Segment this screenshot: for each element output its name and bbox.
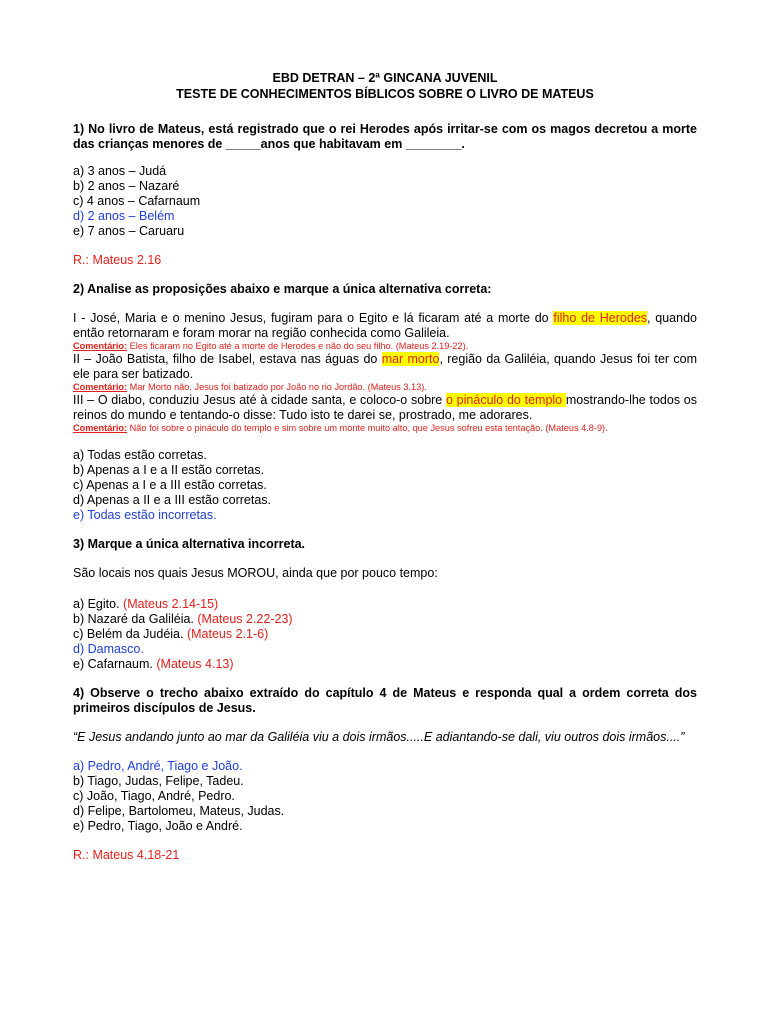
q1-option-d: d) 2 anos – Belém	[73, 209, 175, 223]
comment-label: Comentário:	[73, 382, 128, 392]
q3-option-c	[73, 627, 697, 642]
header-line-2: TESTE DE CONHECIMENTOS BÍBLICOS SOBRE O LIVRO DE MATEUS	[176, 87, 594, 101]
q2-comment-3	[73, 423, 697, 434]
q3-option-d	[73, 642, 697, 657]
q2-p3-text: III – O diabo, conduziu Jesus até à cidade santa, e coloco-o sobre	[73, 393, 446, 407]
q2-option-b: b) Apenas a I e a II estão corretas.	[73, 463, 265, 477]
q3-option-b	[73, 612, 697, 627]
q2-comment-2	[73, 382, 697, 393]
q2-option-d: d) Apenas a II e a III estão corretas.	[73, 493, 272, 507]
q2-p2-highlight: mar morto	[381, 352, 440, 366]
question-3: 3) Marque a única alternativa incorreta.	[73, 537, 306, 551]
q2-p3-highlight: o pináculo do templo	[446, 393, 566, 407]
q2-comment-1	[73, 341, 697, 352]
option-reference: (Mateus 2.1-6)	[186, 627, 269, 641]
q2-option-c: c) Apenas a I e a III estão corretas.	[73, 478, 267, 492]
q1-option-b: b) 2 anos – Nazaré	[73, 179, 180, 193]
header-line-1: EBD DETRAN – 2ª GINCANA JUVENIL	[272, 71, 498, 85]
q4-option-d: d) Felipe, Bartolomeu, Mateus, Judas.	[73, 804, 285, 818]
q4-answer: R.: Mateus 4.18-21	[73, 848, 180, 862]
q3-option-a	[73, 597, 697, 612]
question-4: 4) Observe o trecho abaixo extraído do capítulo 4 de Mateus e responda qual a ordem correta dos primeiros discípulos de Jesus.	[73, 686, 697, 715]
question-2: 2) Analise as proposições abaixo e marque a única alternativa correta:	[73, 282, 492, 296]
q2-proposition-2	[73, 352, 697, 382]
comment-label: Comentário:	[73, 341, 128, 351]
q3-option-e	[73, 657, 697, 672]
option-label: e) Cafarnaum.	[73, 657, 157, 671]
q2-p1-text: I - José, Maria e o menino Jesus, fugiram para o Egito e lá ficaram até a morte do	[73, 311, 554, 325]
q4-option-e: e) Pedro, Tiago, João e André.	[73, 819, 243, 833]
q2-p3-text-end: mostrando-lhe todos os reinos do mundo e tentando-o disse: Tudo isto te darei se, prostrado, me adorares.	[73, 393, 697, 422]
option-reference: (Mateus 4.13)	[156, 657, 234, 671]
comment-label: Comentário:	[73, 423, 128, 433]
q1-answer: R.: Mateus 2.16	[73, 253, 162, 267]
comment-text: Mar Morto não. Jesus foi batizado por João no rio Jordão. (Mateus 3.13).	[127, 382, 427, 392]
q1-option-a: a) 3 anos – Judá	[73, 164, 167, 178]
option-label: b) Nazaré da Galiléia.	[73, 612, 198, 626]
option-reference: (Mateus 2.14-15)	[123, 597, 219, 611]
option-label: a) Egito.	[73, 597, 124, 611]
comment-text: Não foi sobre o pináculo do templo e sim sobre um monte muito alto, que Jesus sofreu esta tentação. (Mateus 4.8-9).	[127, 423, 608, 433]
q4-quote: “E Jesus andando junto ao mar da Galiléia viu a dois irmãos.....E adiantando-se dali, viu outros dois irmãos....”	[73, 730, 685, 744]
comment-text: Eles ficaram no Egito até a morte de Herodes e não do seu filho. (Mateus 2.19-22).	[127, 341, 469, 351]
q2-p2-text-end: , região da Galiléia, quando Jesus foi ter com ele para ser batizado.	[73, 352, 698, 381]
q1-option-c: c) 4 anos – Cafarnaum	[73, 194, 201, 208]
q4-option-b: b) Tiago, Judas, Felipe, Tadeu.	[73, 774, 244, 788]
option-reference: (Mateus 2.22-23)	[197, 612, 293, 626]
q2-option-a: a) Todas estão corretas.	[73, 448, 207, 462]
q2-p1-text-end: , quando então retornaram e foram morar na região conhecida como Galileia.	[73, 311, 697, 340]
q4-option-a: a) Pedro, André, Tiago e João.	[73, 759, 243, 773]
q4-option-c: c) João, Tiago, André, Pedro.	[73, 789, 235, 803]
q3-intro: São locais nos quais Jesus MOROU, ainda que por pouco tempo:	[73, 566, 438, 580]
document-body	[73, 70, 697, 863]
option-label: c) Belém da Judéia.	[73, 627, 187, 641]
q2-proposition-3	[73, 393, 697, 423]
option-label: d) Damasco.	[73, 642, 144, 656]
q2-p1-highlight: filho de Herodes	[553, 311, 648, 325]
q1-option-e: e) 7 anos – Caruaru	[73, 224, 185, 238]
q2-option-e: e) Todas estão incorretas.	[73, 508, 217, 522]
q2-proposition-1	[73, 311, 697, 341]
question-1: 1) No livro de Mateus, está registrado que o rei Herodes após irritar-se com os magos decretou a morte das crianças menores de _____anos que habitavam em ________.	[73, 122, 697, 151]
q2-p2-text: II – João Batista, filho de Isabel, estava nas águas do	[73, 352, 382, 366]
